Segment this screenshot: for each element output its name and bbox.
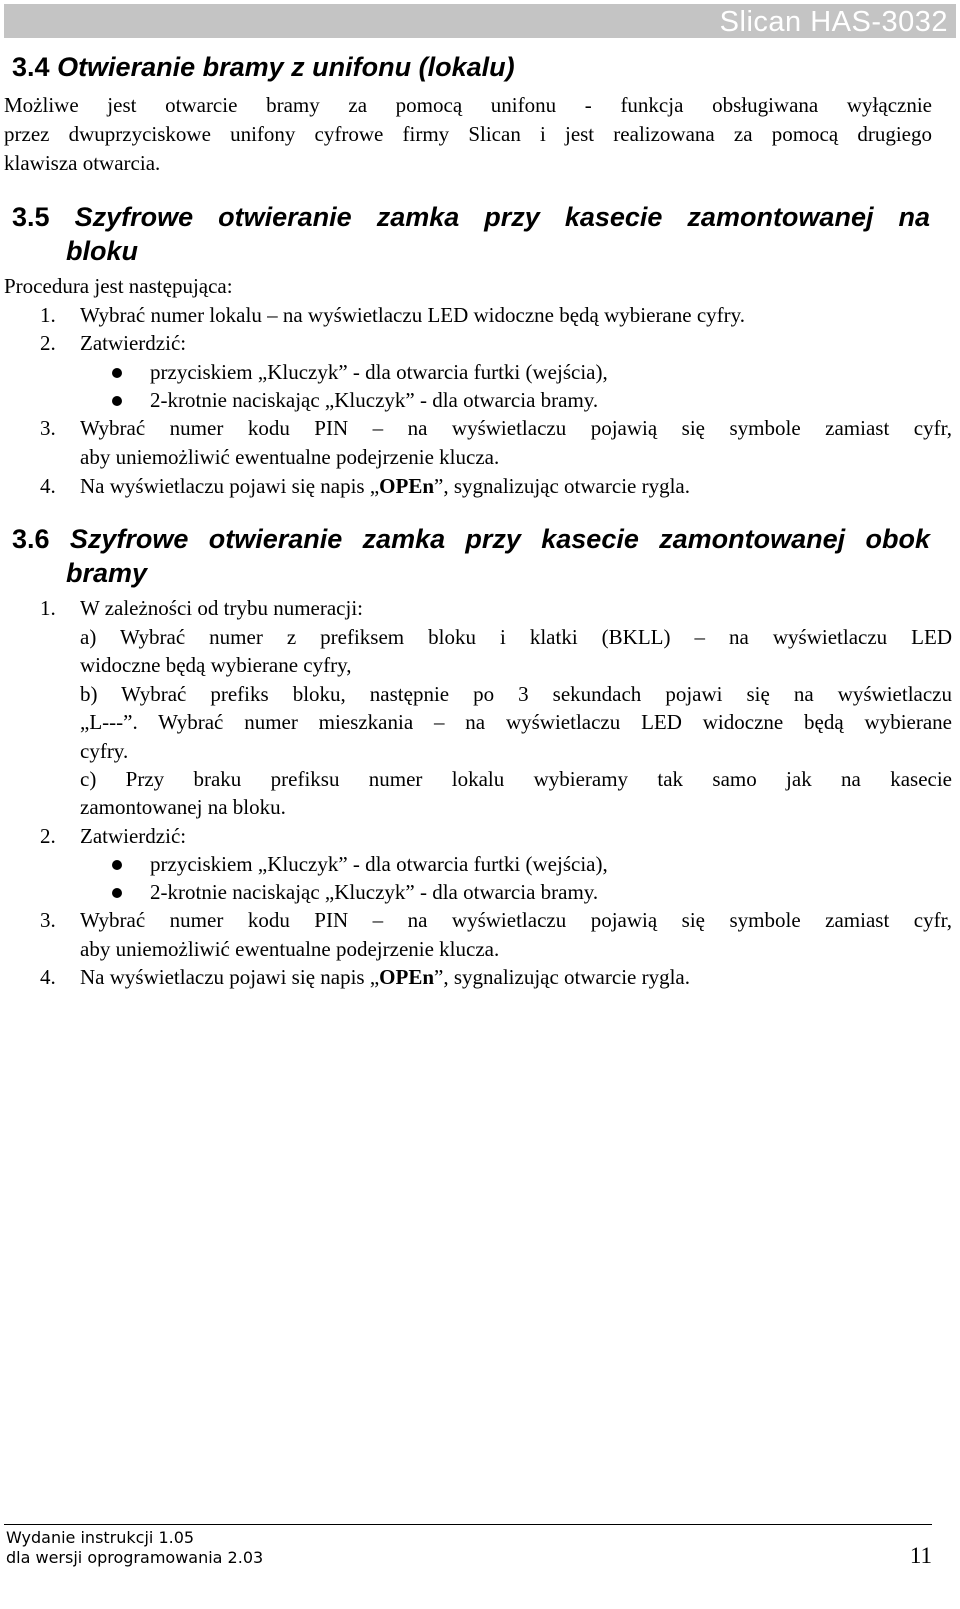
s36-bullet-2 (0, 878, 960, 907)
item-number: 1. (40, 303, 56, 327)
section-3-6-heading-cont: bramy (66, 558, 148, 588)
item-number: 1. (40, 596, 56, 620)
section-number: 3.6 (12, 524, 50, 554)
section-3-4-para-line-3: klawisza otwarcia. (4, 151, 161, 175)
item-text-line-1: Wybrać numer kodu PIN – na wyświetlaczu pojawią się symbole zamiast cyfr, (80, 416, 952, 440)
s35-item-3 (0, 414, 960, 443)
text-post: ”, sygnalizując otwarcie rygla. (434, 474, 690, 498)
sub-a-line-2: widoczne będą wybierane cyfry, (80, 653, 352, 677)
sub-c-line-2: zamontowanej na bloku. (80, 795, 286, 819)
sub-b-line-3: cyfry. (80, 739, 129, 763)
footer-divider (4, 1524, 932, 1525)
section-title: Otwieranie bramy z unifonu (lokalu) (57, 52, 515, 82)
item-text-line-2: aby uniemożliwić ewentualne podejrzenie klucza. (80, 445, 500, 469)
s36-sub-a (0, 623, 960, 652)
s35-bullet-2 (0, 386, 960, 415)
s35-item-1 (0, 301, 960, 330)
open-keyword: OPEn (379, 474, 435, 498)
s36-sub-b (0, 680, 960, 709)
section-3-4-para-line-2: przez dwuprzyciskowe unifony cyfrowe firmy Slican i jest realizowana za pomocą drugiego (4, 122, 932, 146)
text-pre: Na wyświetlaczu pojawi się napis „ (80, 474, 380, 498)
s36-sub-c-cont (0, 793, 960, 822)
item-number: 4. (40, 965, 56, 989)
section-title-line-1: Szyfrowe otwieranie zamka przy kasecie zamontowanej obok (69, 524, 930, 554)
section-3-4-para-line-1: Możliwe jest otwarcie bramy za pomocą unifonu - funkcja obsługiwana wyłącznie (4, 93, 932, 117)
text-post: ”, sygnalizując otwarcie rygla. (434, 965, 690, 989)
bullet-icon (112, 860, 122, 870)
bullet-text: 2-krotnie naciskając „Kluczyk” - dla otwarcia bramy. (150, 388, 599, 412)
section-3-4-heading (12, 50, 952, 84)
item-number: 4. (40, 474, 56, 498)
item-text: W zależności od trybu numeracji: (80, 596, 364, 620)
section-3-6-heading (12, 522, 930, 556)
s36-item-3-cont (0, 935, 960, 964)
s36-bullet-1 (0, 850, 960, 879)
text-pre: Na wyświetlaczu pojawi się napis „ (80, 965, 380, 989)
sub-b-line-2: „L---”. Wybrać numer mieszkania – na wyświetlaczu LED widoczne będą wybierane (80, 710, 952, 734)
item-number: 3. (40, 416, 56, 440)
section-3-5-intro: Procedura jest następująca: (4, 274, 233, 298)
s35-bullet-1 (0, 358, 960, 387)
section-number: 3.5 (12, 202, 50, 232)
item-text (80, 963, 952, 992)
page-number: 11 (909, 1543, 932, 1568)
item-number: 2. (40, 331, 56, 355)
section-number: 3.4 (12, 52, 50, 82)
header-brand: Slican HAS-3032 (719, 6, 948, 38)
s35-item-3-cont (0, 443, 960, 472)
section-3-5-heading-cont: bloku (66, 236, 138, 266)
s36-item-1 (0, 594, 960, 623)
item-text: Zatwierdzić: (80, 824, 187, 848)
bullet-icon (112, 396, 122, 406)
section-3-5-heading (12, 200, 930, 234)
item-text (80, 472, 952, 501)
section-title-line-1: Szyfrowe otwieranie zamka przy kasecie zamontowanej na (74, 202, 930, 232)
item-number: 3. (40, 908, 56, 932)
item-text-line-1: Wybrać numer kodu PIN – na wyświetlaczu pojawią się symbole zamiast cyfr, (80, 908, 952, 932)
s35-item-4 (0, 472, 960, 501)
s36-item-3 (0, 906, 960, 935)
bullet-text: 2-krotnie naciskając „Kluczyk” - dla otwarcia bramy. (150, 880, 599, 904)
item-text: Wybrać numer lokalu – na wyświetlaczu LED widoczne będą wybierane cyfry. (80, 303, 746, 327)
sub-b-line-1: b) Wybrać prefiks bloku, następnie po 3 sekundach pojawi się na wyświetlaczu (80, 682, 952, 706)
bullet-text: przyciskiem „Kluczyk” - dla otwarcia furtki (wejścia), (150, 852, 608, 876)
sub-a-line-1: a) Wybrać numer z prefiksem bloku i klatki (BKLL) – na wyświetlaczu LED (80, 625, 952, 649)
footer-software-version: dla wersji oprogramowania 2.03 (6, 1548, 264, 1567)
item-number: 2. (40, 824, 56, 848)
s36-sub-a-cont (0, 651, 960, 680)
bullet-icon (112, 368, 122, 378)
s36-sub-b-cont2 (0, 737, 960, 766)
s36-sub-c (0, 765, 960, 794)
item-text-line-2: aby uniemożliwić ewentualne podejrzenie klucza. (80, 937, 500, 961)
s35-item-2 (0, 329, 960, 358)
footer-edition: Wydanie instrukcji 1.05 (6, 1528, 195, 1547)
s36-item-2 (0, 822, 960, 851)
sub-c-line-1: c) Przy braku prefiksu numer lokalu wybieramy tak samo jak na kasecie (80, 767, 952, 791)
bullet-text: przyciskiem „Kluczyk” - dla otwarcia furtki (wejścia), (150, 360, 608, 384)
s36-sub-b-cont (0, 708, 960, 737)
open-keyword: OPEn (379, 965, 435, 989)
item-text: Zatwierdzić: (80, 331, 187, 355)
header-bar (4, 4, 956, 38)
s36-item-4 (0, 963, 960, 992)
bullet-icon (112, 888, 122, 898)
